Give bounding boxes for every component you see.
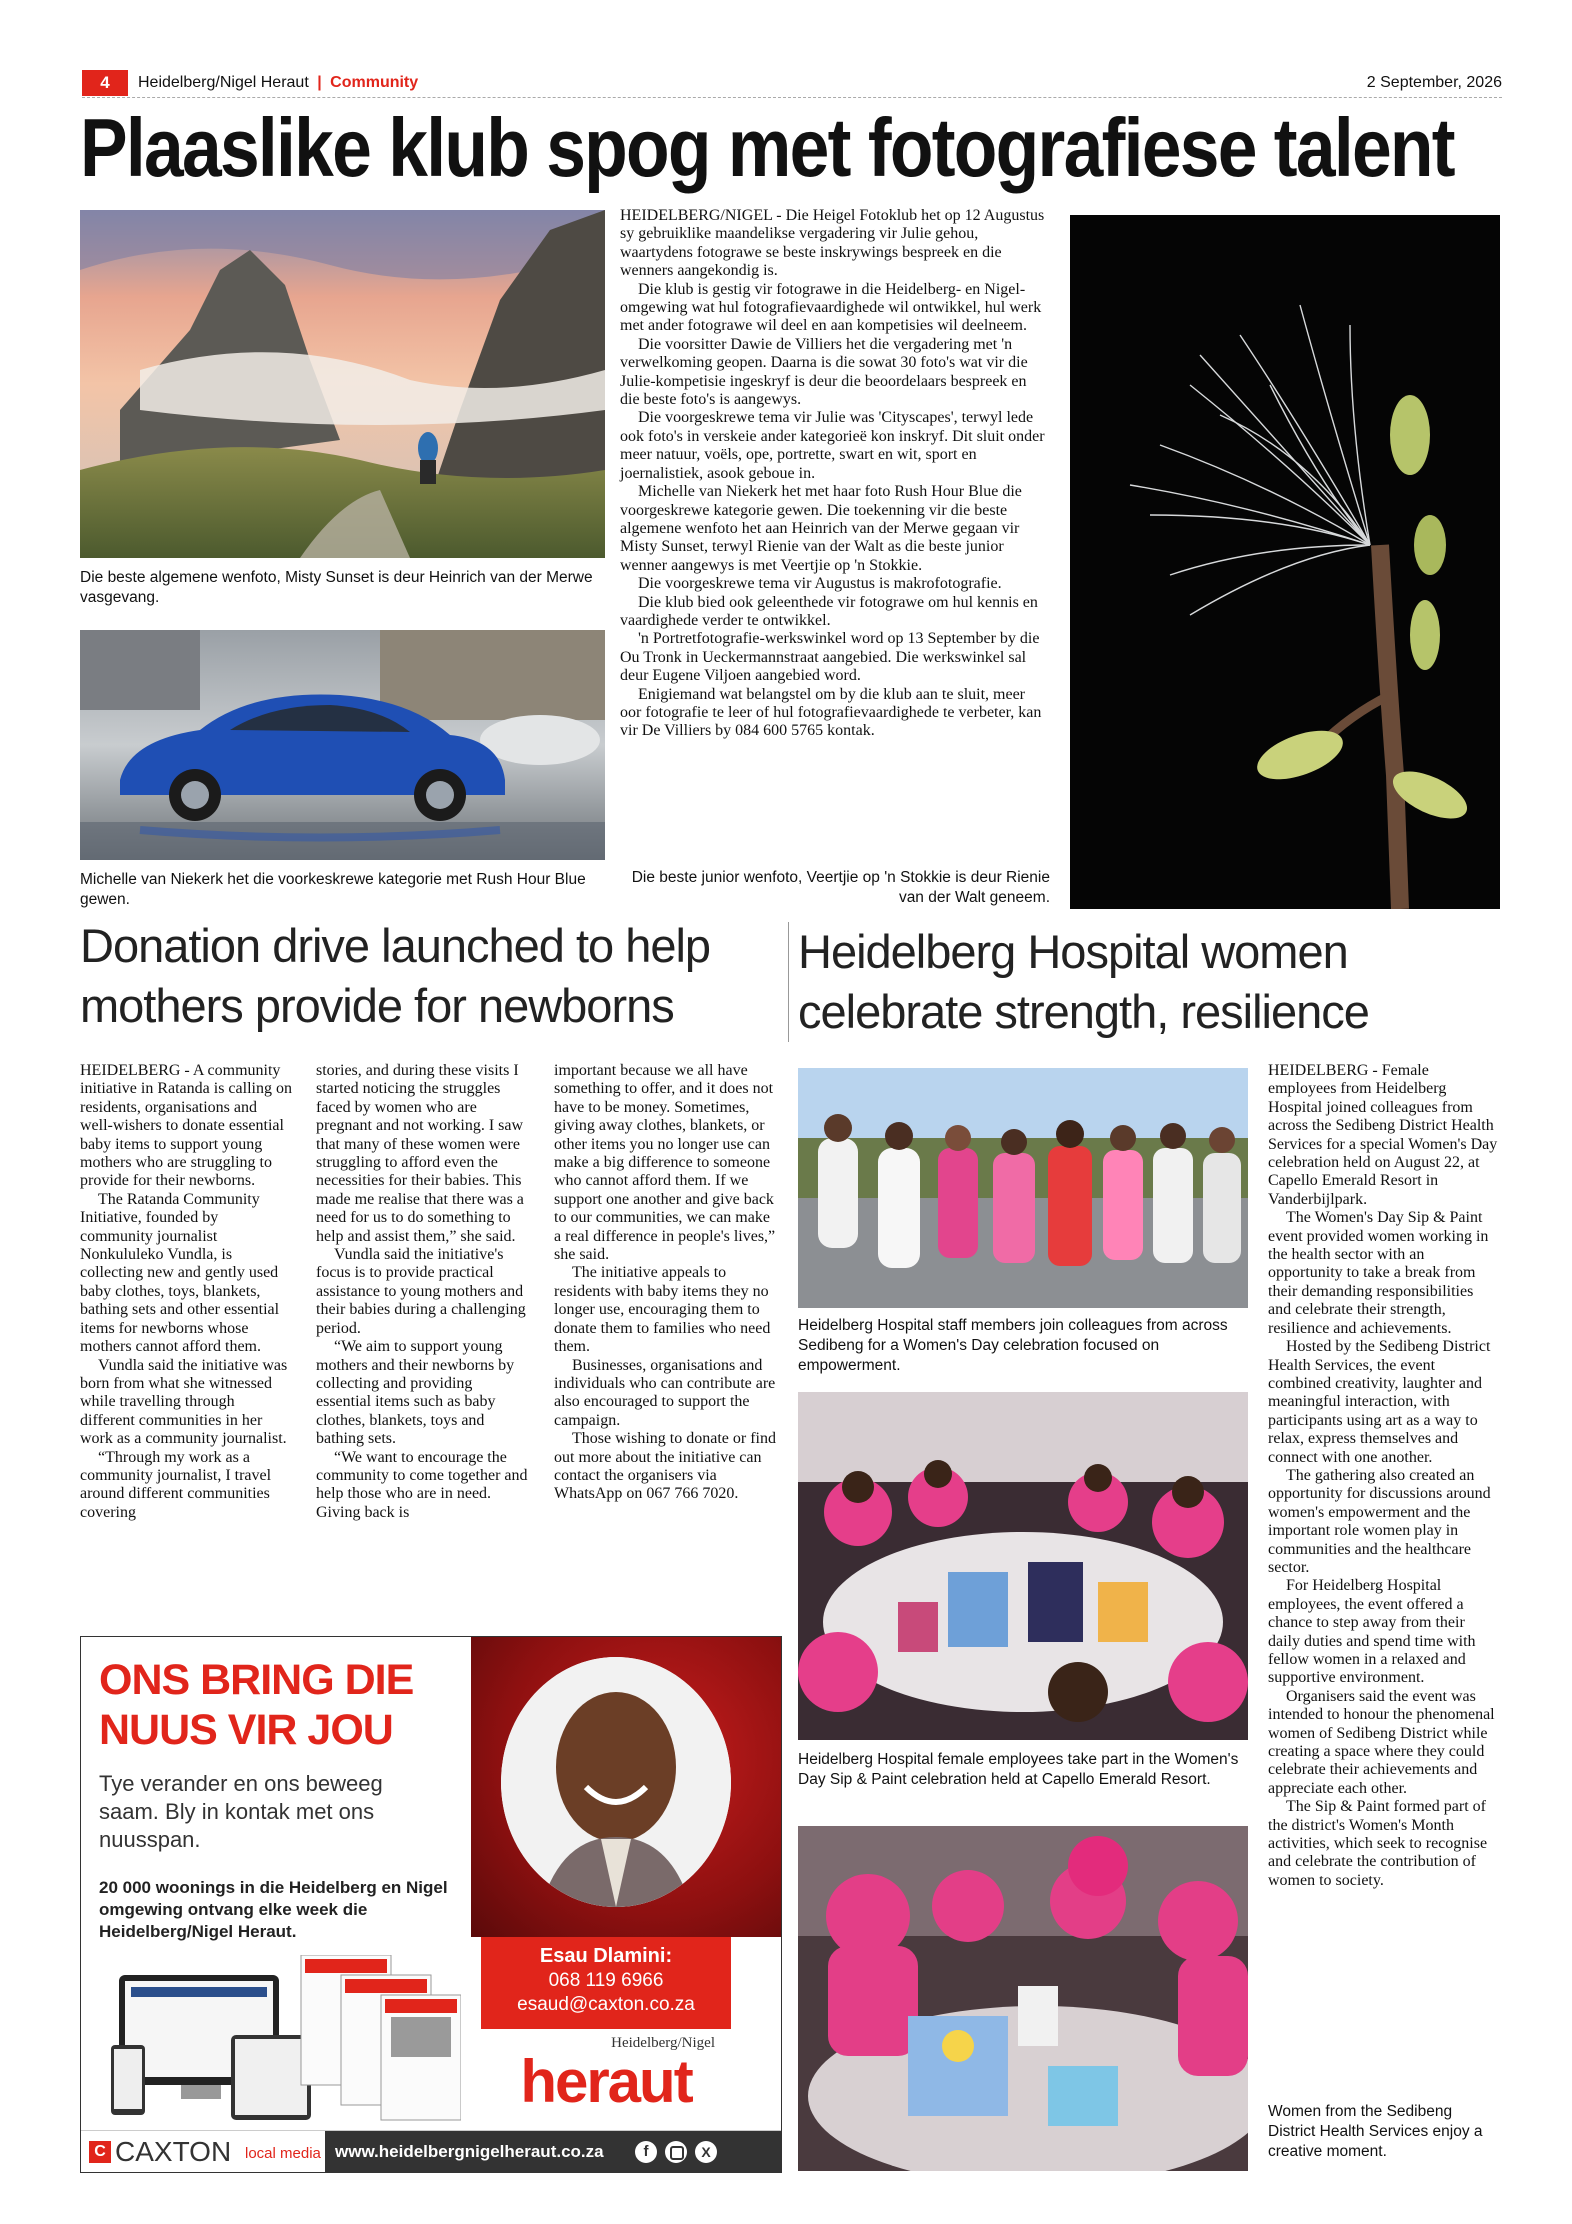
paragraph: Die klub bied ook geleenthede vir fotograwe om hul kennis en vaardighede verder te ontwikkel. [620, 593, 1038, 629]
paragraph: Hosted by the Sedibeng District Health Services, the event combined creativity, laughter and meaningful interaction, with participants using art as a way to relax, express themselves and connect with one another. [1268, 1338, 1491, 1466]
paragraph: Die voorgeskrewe tema vir Augustus is makrofotografie. [638, 575, 1002, 593]
photo-caption-hospital-1: Heidelberg Hospital staff members join colleagues from across Sedibeng for a Women's Day celebration focused on empowerment. [798, 1317, 1228, 1374]
logo-main: heraut [520, 2048, 692, 2115]
paragraph: Vundla said the initiative was born from what she witnessed while travelling through different communities in her work as a community journalist. [80, 1356, 288, 1448]
paragraph: The Ratanda Community Initiative, founded by community journalist Nonkululeko Vundla, is collecting new and gently used baby clothes, toys, blankets, bathing sets and other essential items for newborns whose mothers cannot afford them. [80, 1190, 280, 1356]
ad-headline [99, 1655, 413, 1755]
paragraph: Die voorgeskrewe tema vir Julie was 'Cityscapes', terwyl lede ook foto's in verskeie ander kategorieë kon inskryf. Dit sluit onder meer natuur, voëls, ope, portrette, swart en wit, sport en joernalistiek, asook geboue in. [620, 409, 1045, 482]
paragraph: HEIDELBERG/NIGEL - Die Heigel Fotoklub het op 12 Augustus sy gebruiklike maandelikse vergadering vir Julie gehou, waartydens fotograwe se beste inskrywings bespreek en die wenners aangekondig is. [620, 207, 1045, 280]
contact-portrait [501, 1657, 731, 1907]
paragraph: Die klub is gestig vir fotograwe in die Heidelberg- en Nigel-omgewing wat hul fotografievaardighede wil ontwikkel, hul werk met ander fotograwe wil deel en aan kompetisies wil deelneem. [620, 280, 1042, 335]
contact-name: Esau Dlamini: [539, 1945, 673, 1967]
masthead [138, 70, 418, 96]
paragraph: Organisers said the event was intended to honour the phenomenal women of Sedibeng District while creating a space where they could celebrate their achievements and appreciate each other. [1268, 1687, 1495, 1797]
headline-line: mothers provide for newborns [80, 979, 674, 1032]
rush-hour-blue-photo [80, 630, 605, 860]
paragraph: The initiative appeals to residents with baby items they no longer use, encouraging them to donate them to families who need them. [554, 1264, 771, 1356]
paragraph: Those wishing to donate or find out more about the initiative can contact the organisers via WhatsApp on 067 766 7020. [554, 1430, 776, 1503]
paper-name: Heidelberg/Nigel Heraut [138, 74, 309, 91]
ad-headline-line: ONS BRING DIE [99, 1656, 414, 1704]
contact-box [481, 1937, 731, 2029]
logo-top: Heidelberg/Nigel [611, 2035, 715, 2051]
donation-column-3 [554, 1062, 779, 1504]
paragraph: stories, and during these visits I started noticing the struggles faced by women who are pregnant and not working. I saw that many of these women were struggling to afford even the necessities for their babies. This made me realise that there was a need for us to do something to help and assist them,” she said. [316, 1062, 524, 1245]
women-group-image [798, 1068, 1248, 1308]
headline-line: celebrate strength, resilience [798, 985, 1369, 1038]
website-bar[interactable] [325, 2131, 781, 2173]
header-divider [82, 97, 1502, 98]
page-number: 4 [82, 70, 128, 96]
feather-macro-photo [1070, 215, 1500, 909]
ad-footer [81, 2130, 781, 2173]
paragraph: Businesses, organisations and individuals who can contribute are also encouraged to support the campaign. [554, 1356, 776, 1429]
photo-caption-misty-sunset: Die beste algemene wenfoto, Misty Sunset is deur Heinrich van der Merwe vasgevang. [80, 569, 593, 606]
donation-column-1 [80, 1062, 292, 1522]
paragraph: important because we all have something to offer, and it does not have to be money. Sometimes, giving away clothes, blankets, or other items you no longer use can make a big difference to someone who cannot afford them. If we support one another and give back to our communities, we can make a real difference in people's lives,” she said. [554, 1062, 776, 1264]
caxton-brand: CAXTON [115, 2136, 232, 2167]
facebook-icon[interactable]: f [635, 2141, 657, 2163]
paragraph: Die voorsitter Dawie de Villiers het die vergadering met 'n verwelkoming geopen. Daarna is die sowat 30 foto's wat vir die Julie-kompetisie ingeskryf is deur die beoordelaars bespreek en die beste foto's is aangewys. [620, 335, 1028, 409]
ad-headline-line: NUUS VIR JOU [99, 1706, 393, 1754]
column-divider [788, 922, 789, 1042]
hospital-photo-creative [798, 1826, 1248, 2171]
paragraph: “Through my work as a community journalist, I travel around different communities covering [80, 1448, 272, 1521]
donation-story-headline [80, 916, 780, 1036]
painting-session-image [798, 1392, 1248, 1740]
paragraph: For Heidelberg Hospital employees, the event offered a chance to step away from their daily duties and spend time with fellow women in a relaxed and supportive environment. [1268, 1577, 1476, 1687]
caxton-logo-icon: C [89, 2141, 111, 2163]
heraut-logo [481, 2035, 731, 2117]
paragraph: The gathering also created an opportunity for discussions around women's empowerment and the important role women play in communities and the healthcare sector. [1268, 1466, 1491, 1576]
hospital-photo-walk [798, 1068, 1248, 1308]
donation-column-2 [316, 1062, 528, 1522]
paragraph: The Women's Day Sip & Paint event provided women working in the health sector with an opportunity to take a break from their demanding responsibilities and celebrate their strength, resilience and achievements. [1268, 1209, 1489, 1337]
paragraph: 'n Portretfotografie-werkswinkel word op 13 September by die Ou Tronk in Ueckermannstraat aangebied. Die werkswinkel sal deur Eugene Viljoen aangebied word. [620, 630, 1040, 685]
contact-phone[interactable]: 068 119 6966 [548, 1970, 664, 1991]
paragraph: Michelle van Niekerk het met haar foto Rush Hour Blue die voorgeskrewe kategorie gewen. Die toekenning vir die beste algemene wenfoto het aan Heinrich van der Merwe gegaan vir Misty Sunset, terwyl Rienie van der Walt as die beste junior wenner aangewys is met Veertjie op 'n Stokkie. [620, 483, 1022, 574]
photo-caption-hospital-2: Heidelberg Hospital female employees take part in the Women's Day Sip & Paint celebration held at Capello Emerald Resort. [798, 1751, 1239, 1788]
misty-sunset-photo [80, 210, 605, 558]
paragraph: “We want to encourage the community to come together and help those who are in need. Giving back is [316, 1448, 528, 1521]
paragraph: HEIDELBERG - A community initiative in Ratanda is calling on residents, organisations and well-wishers to donate essential baby items to support young mothers who are struggling to provide for their newborns. [80, 1062, 292, 1190]
photo-story-body [620, 207, 1050, 741]
section-name: Community [330, 74, 419, 91]
photo-story-headline: Plaaslike klub spog met fotografiese talent [80, 101, 1454, 194]
paragraph: Vundla said the initiative's focus is to provide practical assistance to young mothers and their babies during a challenging period. [316, 1246, 526, 1337]
local-media-label: local media [245, 2145, 321, 2162]
hospital-photo-sip-paint [798, 1392, 1248, 1740]
feather-on-twig-image [1070, 215, 1500, 909]
photo-caption-feather: Die beste junior wenfoto, Veertjie op 'n Stokkie is deur Rienie van der Walt geneem. [631, 869, 1050, 906]
website-url[interactable]: www.heidelbergnigelheraut.co.za [335, 2142, 604, 2161]
photo-caption-rush-hour: Michelle van Niekerk het die voorkeskrewe kategorie met Rush Hour Blue gewen. [80, 871, 586, 908]
mountain-landscape-image [80, 210, 605, 558]
person-portrait-image [501, 1657, 731, 1907]
newspaper-devices-image [111, 1955, 461, 2125]
paragraph: Enigiemand wat belangstel om by die klub aan te sluit, meer oor fotografie te leer of hul fotografievaardighede te verbeter, kan vir De Villiers by 084 600 5765 kontak. [620, 685, 1042, 740]
headline-line: Heidelberg Hospital women [798, 925, 1348, 978]
newspaper-advert [80, 1636, 782, 2173]
separator: | [317, 74, 322, 91]
headline-line: Donation drive launched to help [80, 919, 711, 972]
blue-car-image [80, 630, 605, 860]
devices-mockup [111, 1955, 461, 2125]
instagram-icon[interactable] [665, 2141, 687, 2163]
paragraph: The Sip & Paint formed part of the district's Women's Month activities, which seek to recognise and celebrate the contribution of women to society. [1268, 1798, 1488, 1889]
contact-email[interactable]: esaud@caxton.co.za [517, 1994, 695, 2015]
x-icon[interactable]: X [695, 2141, 717, 2163]
paragraph: HEIDELBERG - Female employees from Heidelberg Hospital joined colleagues from across the Sedibeng District Health Services for a special Women's Day celebration held on August 22, at Capello Emerald Resort in Vanderbijlpark. [1268, 1062, 1498, 1208]
issue-date: 2 September, 2026 [1366, 74, 1502, 91]
hospital-story-headline [798, 922, 1508, 1042]
ad-tagline: Tye verander en ons beweeg saam. Bly in kontak met ons nuusspan. [99, 1771, 383, 1852]
ad-circulation: 20 000 woonings in die Heidelberg en Nigel omgewing ontvang elke week die Heidelberg/Nigel Heraut. [99, 1878, 448, 1941]
women-painting-image [798, 1826, 1248, 2171]
hospital-story-body [1268, 1062, 1500, 1890]
photo-caption-hospital-3: Women from the Sedibeng District Health Services enjoy a creative moment. [1268, 2103, 1483, 2160]
paragraph: “We aim to support young mothers and their newborns by collecting and providing essential items such as baby clothes, blankets, toys and bathing sets. [316, 1338, 515, 1448]
